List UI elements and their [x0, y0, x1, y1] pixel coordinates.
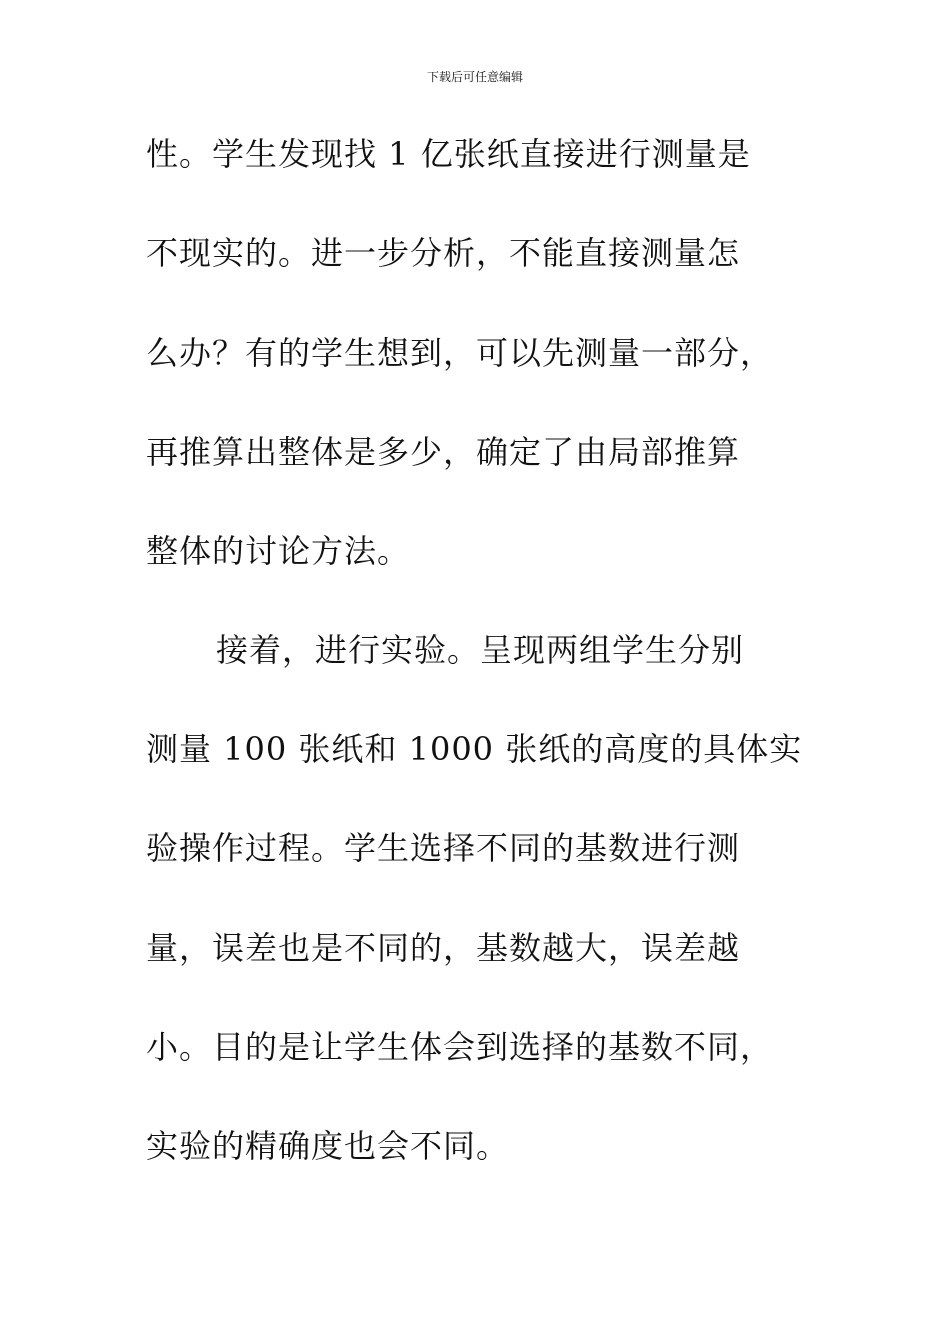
text-line: 么办？有的学生想到，可以先测量一部分， [146, 334, 774, 372]
text-line: 再推算出整体是多少，确定了由局部推算 [146, 433, 741, 471]
paragraph-first-line: 接着，进行实验。呈现两组学生分别 [216, 631, 745, 669]
text-line: 验操作过程。学生选择不同的基数进行测 [146, 829, 741, 867]
text-line: 量，误差也是不同的，基数越大，误差越 [146, 929, 741, 967]
text-line: 性。学生发现找 1 亿张纸直接进行测量是 [146, 135, 751, 173]
text-line: 不现实的。进一步分析，不能直接测量怎 [146, 234, 741, 272]
text-line: 实验的精确度也会不同。 [146, 1127, 510, 1165]
text-line: 小。目的是让学生体会到选择的基数不同， [146, 1028, 774, 1066]
text-line: 整体的讨论方法。 [146, 532, 411, 570]
text-line: 测量 100 张纸和 1000 张纸的高度的具体实 [146, 730, 803, 768]
page-header-note: 下载后可任意编辑 [426, 70, 523, 84]
